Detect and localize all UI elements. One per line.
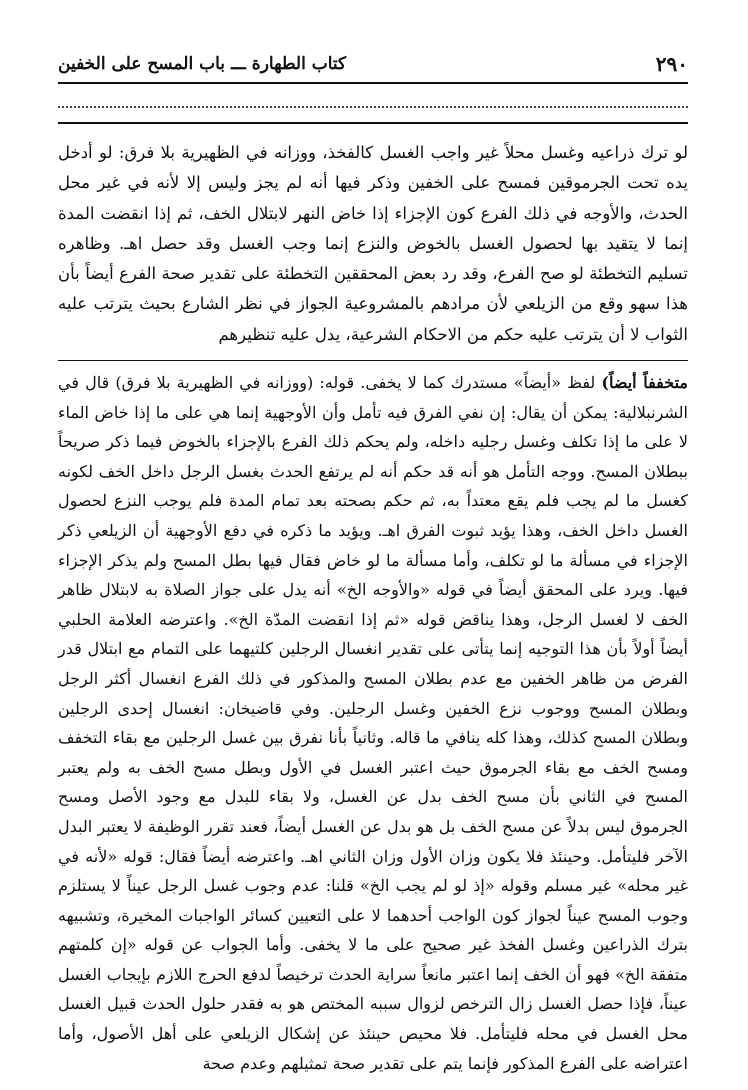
commentary-text (58, 368, 688, 1078)
page-number: ٢٩٠ (655, 52, 688, 76)
commentary-body: لفظ «أيضاً» مستدرك كما لا يخفى. قوله: (ووزانه في الظهيرية بلا فرق) قال في الشرنبلالية: يمكن أن يقال: إن نفي الفرق فيه تأمل وأن الأوجهية إنما هي على ما إذا خاض الماء لا على ما إذا تكلف وغسل رجليه داخله، ولم يحكم ذلك الفرع بالإجزاء بالخوض فيما ذكر صريحاً ببطلان المسح. ووجه التأمل هو أنه قد حكم أنه لم يرتفع الحدث بغسل الرجل داخل الخف لكونه كغسل ما لم يجب فلم يقع معتداً به، ثم حكم بصحته بعد تمام المدة فلم يوجب النزع لحصول الغسل داخل الخف، وهذا يؤيد ثبوت الفرق اهـ. ويؤيد ما ذكره في دفع الأوجهية أن الزيلعي ذكر الإجزاء في مسألة ما لو تكلف، وأما مسألة ما لو خاض فقال فيها بطل المسح ولم يذكر الإجزاء فيها. ويرد على المحقق أيضاً في قوله «والأوجه الخ» أنه يدل على جواز الصلاة به لابتلال ظاهر الخف لا لغسل الرجل، وهذا يناقض قوله «ثم إذا انقضت المدّة الخ». واعترضه العلامة الحلبي أيضاً أولاً بأن هذا التوجيه إنما يتأتى على تقدير انغسال الرجلين كلتيهما على التمام مع ابتلال قدر الفرض من ظاهر الخفين مع عدم بطلان المسح والمذكور في ذلك الفرع انغسال أكثر الرجل وبطلان المسح ووجوب نزع الخفين وغسل الرجلين. وفي قاضيخان: انغسال إحدى الرجلين وبطلان المسح كذلك، وهذا كله ينافي ما قاله. وثانياً بأنا نفرق بين غسل الرجلين مع بقاء التخفف ومسح الخف مع بقاء الجرموق حيث اعتبر الغسل في الأول وبطل مسح الخف به ولم يعتبر المسح في الثاني بأن مسح الخف بدل عن الغسل، ولا بقاء للبدل مع وجود الأصل ومسح الجرموق ليس بدلاً عن مسح الخف بل هو بدل عن الغسل أيضاً، فعند تقرر الوظيفة لا يعتبر البدل الآخر فليتأمل. وحينئذ فلا يكون وزان الأول وزان الثاني اهـ. واعترضه أيضاً فقال: قوله «لأنه في غير محله» غير مسلم وقوله «إذ لو لم يجب الخ» قلنا: عدم وجوب غسل الرجل عيناً لا يستلزم وجوب المسح عيناً لجواز كون الواجب أحدهما لا على التعيين كسائر الواجبات المخيرة، وتشبيهه بترك الذراعين وغسل الفخذ غير صحيح على ما لا يخفى. وأما الجواب عن قوله «إن كلمتهم متفقة الخ» فهو أن الخف إنما اعتبر مانعاً سراية الحدث ترخيصاً لدفع الحرج اللازم بإيجاب الغسل عيناً، فإذا حصل الغسل زال الترخص لزوال سببه المختص هو به فقدر حلول الحدث قبيل الغسل محل الغسل في محله فليتأمل. فلا محيص حينئذ عن إشكال الزيلعي على أهل الأصول، وأما اعتراضه على الفرع المذكور فإنما يتم على تقدير صحة تمثيلهم وعدم صحة (58, 373, 689, 1073)
footnote-separator (58, 360, 688, 361)
dotted-separator (58, 92, 688, 108)
book-page (58, 40, 688, 1080)
commentary-lead: متخففاً أيضاً) (601, 373, 689, 392)
running-title: كتاب الطهارة ـــ باب المسح على الخفين (58, 54, 347, 74)
main-text: لو ترك ذراعيه وغسل محلاً غير واجب الغسل كالفخذ، ووزانه في الظهيرية بلا فرق: لو أدخل يده تحت الجرموقين فمسح على الخفين وذكر فيها أنه لم يجز وليس إلا لأنه في غير محل الحدث، والأوجه في ذلك الفرع كون الإجزاء إذا خاض النهر لابتلال الخف، ثم إذا انقضت المدة إنما لا يتقيد بها لحصول الغسل بالخوض والنزع إنما وجب الغسل وقد حصل اهـ. وظاهره تسليم التخطئة لو صح الفرع، وقد رد بعض المحققين التخطئة على تقدير صحة الفرع أيضاً بأن هذا سهو وقع من الزيلعي لأن مرادهم بالمشروعية الجواز في نظر الشارع بحيث يترتب عليه الثواب لا أن يترتب عليه حكم من الاحكام الشرعية، يدل عليه تنظيرهم (58, 143, 688, 344)
page-header (58, 48, 688, 82)
main-text-rule (58, 122, 688, 124)
header-rule (58, 82, 688, 84)
